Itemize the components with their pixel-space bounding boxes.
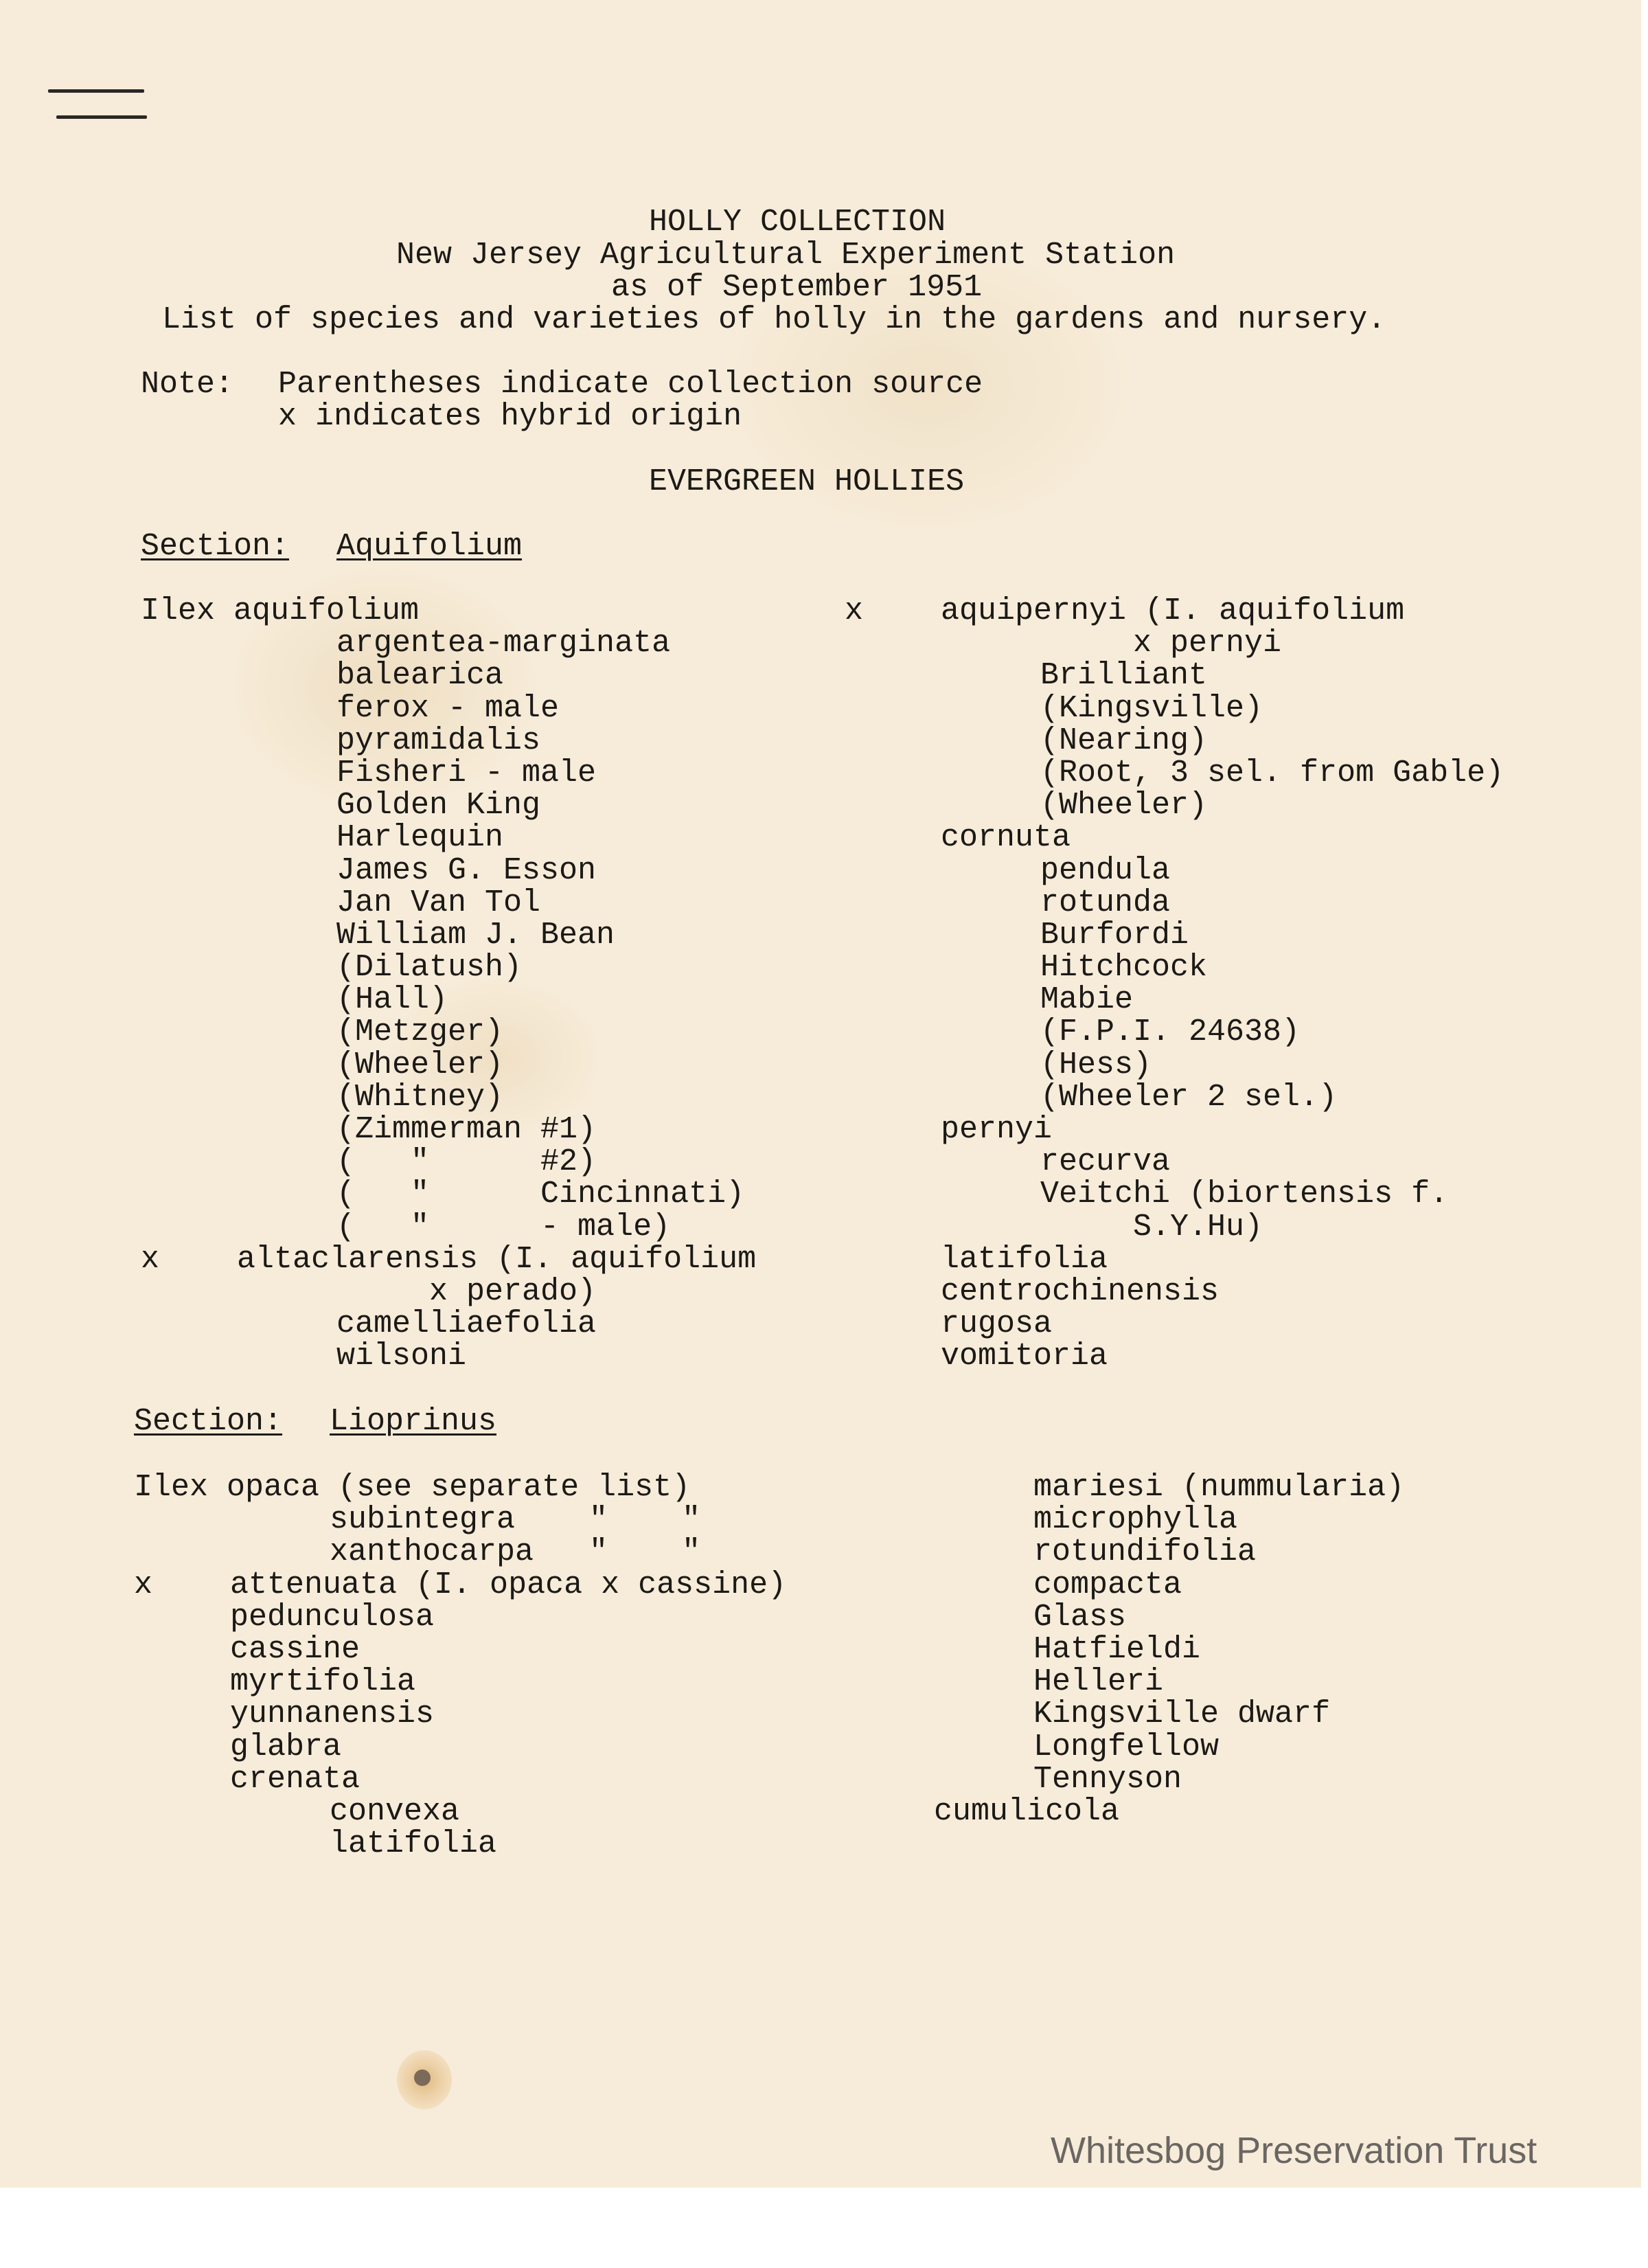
holly-name: compacta [1033,1567,1182,1602]
holly-name: Hatfieldi [1033,1631,1201,1667]
holly-name: ( " Cincinnati) [336,1177,745,1212]
section-lioprinus-name: Lioprinus [330,1404,497,1439]
institution-line: New Jersey Agricultural Experiment Station [396,238,1176,273]
holly-name: Ilex aquifolium [141,593,420,628]
section-heading: EVERGREEN HOLLIES [649,464,965,499]
holly-name: (Root, 3 sel. from Gable) [1040,755,1504,791]
holly-name: attenuata (I. opaca x cassine) [230,1567,787,1602]
holly-name: convexa [330,1793,460,1829]
holly-name: vomitoria [941,1339,1108,1374]
holly-name: camelliaefolia [336,1306,597,1342]
holly-name: Jan Van Tol [336,885,541,920]
holly-name: Brilliant [1040,658,1208,694]
holly-name: wilsoni [336,1339,467,1374]
holly-name: (Metzger) [336,1014,504,1050]
holly-name: S.Y.Hu) [1133,1209,1263,1245]
holly-name: rotunda [1040,885,1171,920]
holly-name: pyramidalis [336,723,541,758]
hybrid-marker: x [845,593,864,628]
holly-name: cassine [230,1631,360,1667]
hybrid-marker: x [141,1241,160,1277]
watermark: Whitesbog Preservation Trust [1051,2130,1537,2171]
stain-dot [414,2069,431,2086]
holly-name: (F.P.I. 24638) [1040,1014,1301,1050]
holly-name: (Wheeler 2 sel.) [1040,1079,1338,1115]
document-title: HOLLY COLLECTION [649,205,946,240]
holly-name: Burfordi [1040,917,1189,953]
holly-name: cornuta [941,820,1071,856]
margin-mark-top [48,89,144,93]
holly-name: Mabie [1040,982,1134,1018]
section-lioprinus-label: Section: [134,1404,283,1439]
holly-name: rotundifolia [1033,1534,1257,1570]
holly-name: ferox - male [336,690,560,726]
holly-name: Glass [1033,1599,1127,1635]
date-line: as of September 1951 [611,270,983,305]
holly-name: argentea-marginata [336,626,671,661]
holly-name: myrtifolia [230,1664,416,1700]
holly-name: William J. Bean [336,917,615,953]
holly-name: Tennyson [1033,1761,1182,1797]
holly-name: glabra [230,1729,342,1765]
holly-name: pernyi [941,1112,1053,1147]
note-label: Note: [141,367,234,402]
holly-name: ( " - male) [336,1209,671,1245]
holly-name: (Kingsville) [1040,690,1263,726]
holly-name: Kingsville dwarf [1033,1697,1331,1732]
holly-name: (Wheeler) [336,1047,504,1082]
holly-name: centrochinensis [941,1273,1220,1309]
holly-name: subintegra " " [330,1502,701,1538]
section-aquifolium-label: Section: [141,529,290,564]
holly-name: balearica [336,658,504,694]
holly-name: latifolia [330,1826,497,1862]
description-line: List of species and varieties of holly in the gardens and nursery. [162,302,1386,337]
holly-name: yunnanensis [230,1697,435,1732]
holly-name: x pernyi [1133,626,1282,661]
note-line-1: Parentheses indicate collection source [278,367,983,402]
holly-name: Longfellow [1033,1729,1220,1765]
hybrid-marker: x [134,1567,153,1602]
holly-name: (Hess) [1040,1047,1152,1082]
holly-name: latifolia [941,1241,1108,1277]
holly-name: recurva [1040,1144,1171,1180]
section-aquifolium-name: Aquifolium [336,529,523,564]
holly-name: Helleri [1033,1664,1164,1700]
holly-name: (Nearing) [1040,723,1208,758]
holly-name: Ilex opaca (see separate list) [134,1470,691,1505]
holly-name: microphylla [1033,1502,1238,1538]
holly-name: Veitchi (biortensis f. [1040,1177,1449,1212]
holly-name: pedunculosa [230,1599,435,1635]
holly-name: Harlequin [336,820,504,856]
margin-mark-bottom [56,115,147,119]
holly-name: aquipernyi (I. aquifolium [941,593,1405,628]
holly-name: Golden King [336,788,541,824]
holly-name: (Zimmerman #1) [336,1112,597,1147]
holly-name: rugosa [941,1306,1053,1342]
holly-name: Fisheri - male [336,755,597,791]
holly-name: (Dilatush) [336,950,523,986]
note-line-2: x indicates hybrid origin [278,399,742,434]
holly-name: cumulicola [934,1793,1120,1829]
holly-name: x perado) [429,1273,597,1309]
holly-name: James G. Esson [336,852,597,888]
holly-name: mariesi (nummularia) [1033,1470,1405,1505]
holly-name: (Whitney) [336,1079,504,1115]
holly-name: crenata [230,1761,360,1797]
holly-name: (Hall) [336,982,448,1018]
holly-name: xanthocarpa " " [330,1534,701,1570]
holly-name: altaclarensis (I. aquifolium [237,1241,757,1277]
holly-name: Hitchcock [1040,950,1208,986]
holly-name: (Wheeler) [1040,788,1208,824]
holly-name: pendula [1040,852,1171,888]
holly-name: ( " #2) [336,1144,597,1180]
